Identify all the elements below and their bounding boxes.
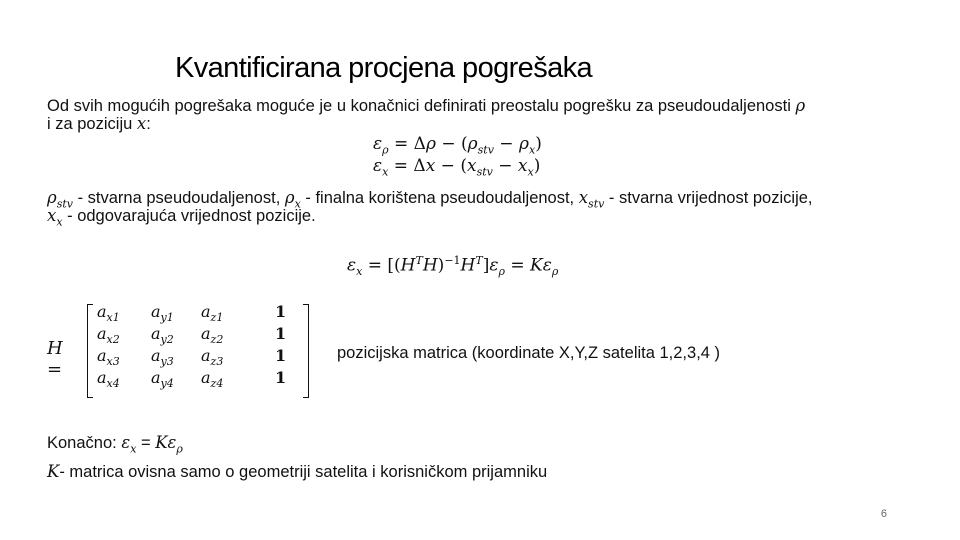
- matrix-cell: $a_{z1}$: [201, 302, 224, 325]
- rho-symbol: ρ: [795, 96, 806, 115]
- intro-line-1: [47, 97, 805, 115]
- k-definition: [47, 463, 547, 481]
- matrix-caption: pozicijska matrica (koordinate X,Y,Z satelita 1,2,3,4 ): [337, 344, 721, 362]
- conclusion-line: Konačno: $\varepsilon_x = K\varepsilon_\rho$: [47, 433, 183, 456]
- matrix-cell: $a_{x4}$: [97, 368, 120, 391]
- matrix-cell: 1: [275, 302, 287, 321]
- matrix-cell: $a_{x3}$: [97, 346, 120, 369]
- matrix-cell: $a_{y2}$: [151, 324, 174, 347]
- right-bracket: [303, 304, 309, 398]
- matrix-cell: $a_{y1}$: [151, 302, 174, 325]
- matrix-cell: $a_{z2}$: [201, 324, 224, 347]
- intro-line-2: i za poziciju x:: [47, 114, 151, 133]
- matrix-body: [87, 302, 309, 398]
- equation-eps-x: $\varepsilon_x = \Delta x - (x_{stv} - x_x)$: [373, 156, 541, 179]
- matrix-cell: $a_{z4}$: [201, 368, 224, 391]
- equation-eps-x-matrix: $\varepsilon_x = [(H^TH)^{-1}H^T]\varepsilon_\rho = K\varepsilon_\rho$: [347, 254, 559, 279]
- matrix-cell: $a_{y4}$: [151, 368, 174, 391]
- k-text: - matrica ovisna samo o geometriji satelita i korisničkom prijamniku: [59, 463, 548, 481]
- intro-text-1: Od svih mogućih pogrešaka moguće je u konačnici definirati preostalu pogrešku za pseudoudaljenosti: [47, 97, 791, 115]
- left-bracket: [87, 304, 93, 398]
- matrix-cell: $a_{z3}$: [201, 346, 224, 369]
- matrix-cell: 1: [275, 324, 287, 343]
- page-number: 6: [880, 508, 887, 520]
- matrix-cell: 1: [275, 368, 287, 387]
- slide-title: Kvantificirana procjena pogrešaka: [175, 52, 593, 84]
- definitions-line-1: $\rho_{stv}$ - stvarna pseudoudaljenost, $\rho_x$ - finalna korištena pseudoudaljenost, $x_{stv}$ - stvarna vrijednost pozicije,: [47, 188, 813, 211]
- matrix-cell: 1: [275, 346, 287, 365]
- equation-eps-rho: $\varepsilon_\rho = \Delta\rho - (\rho_{stv} - \rho_x)$: [373, 134, 542, 157]
- matrix-cell: $a_{x1}$: [97, 302, 120, 325]
- conclusion-label: Konačno:: [47, 434, 117, 452]
- k-symbol: K: [47, 462, 60, 481]
- matrix-label: H =: [47, 338, 63, 380]
- definitions-line-2: $x_x$ - odgovarajuća vrijednost pozicije.: [47, 206, 316, 229]
- intro-text-2: i za poziciju: [47, 115, 133, 133]
- x-symbol: x: [136, 114, 147, 133]
- matrix-cell: $a_{y3}$: [151, 346, 174, 369]
- matrix-cell: $a_{x2}$: [97, 324, 120, 347]
